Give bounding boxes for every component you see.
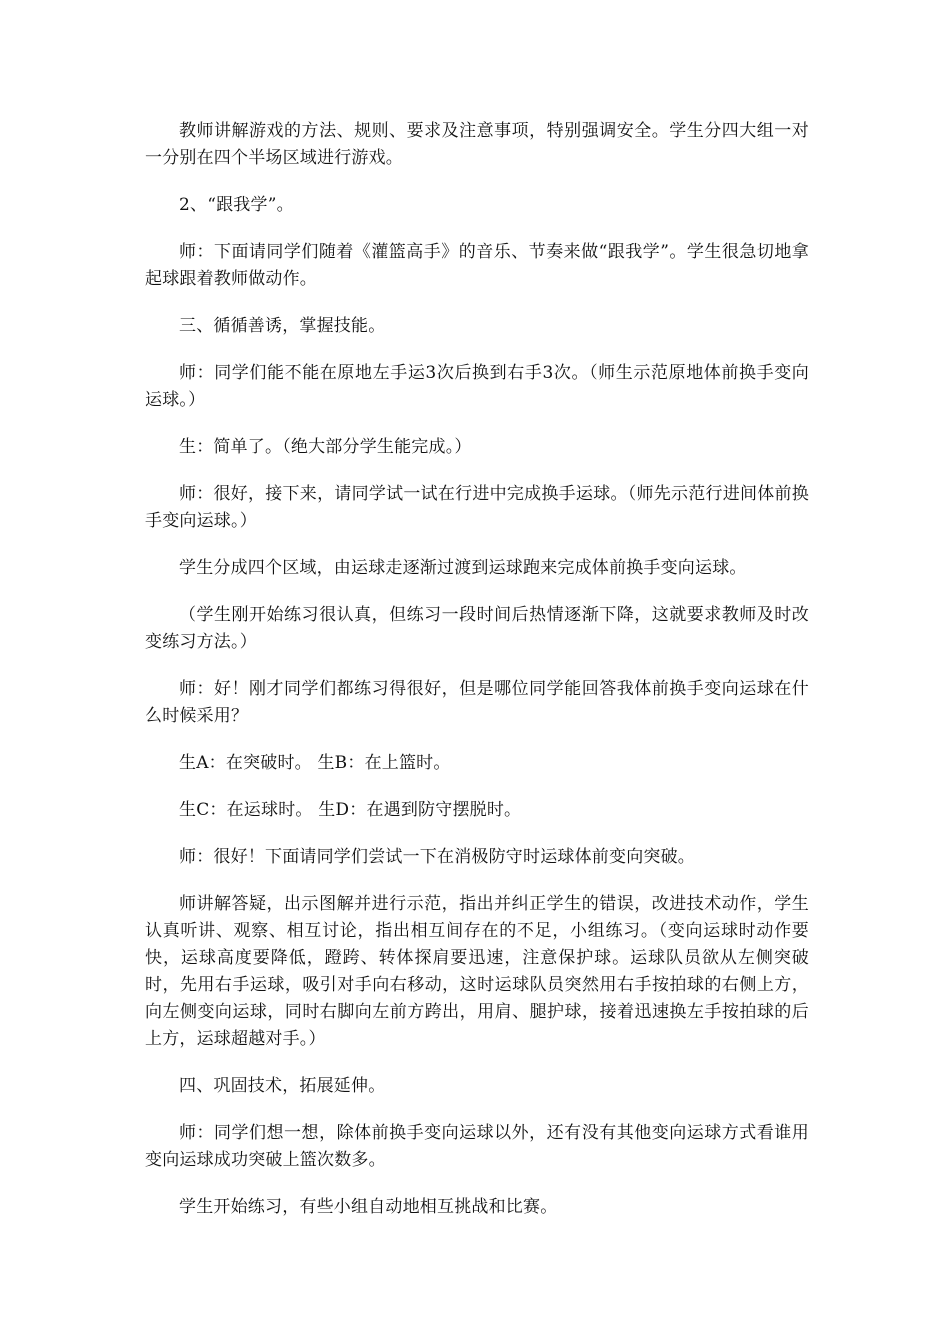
paragraph-other-methods: 师：同学们想一想，除体前换手变向运球以外，还有没有其他变向运球方式看谁用变向运球成功突破上篮次数多。 [145,1123,809,1170]
paragraph-answers-ab: 生A：在突破时。 生B：在上篮时。 [179,753,451,773]
paragraph-music-activity: 师：下面请同学们随着《灌篮高手》的音乐、节奏来做“跟我学”。学生很急切地拿起球跟着教师做动作。 [145,242,809,289]
paragraph-technique-explanation: 师讲解答疑，出示图解并进行示范，指出并纠正学生的错误，改进技术动作，学生认真听讲、观察、相互讨论，指出相互间存在的不足，小组练习。（变向运球时动作要快，运球高度要降低，蹬跨、转体探肩要迅速，注意保护球。运球队员欲从左侧突破时，先用右手运球，吸引对手向右移动，这时运球队员突然用右手按拍球的右侧上方，向左侧变向运球，同时右脚向左前方跨出，用肩、腿护球，接着迅速换左手按拍球的后上方，运球超越对手。） [145,894,809,1049]
document-page [145,118,809,1241]
paragraph-note-enthusiasm: （学生刚开始练习很认真，但练习一段时间后热情逐渐下降，这就要求教师及时改变练习方法。） [145,605,809,652]
paragraph-practice-competition: 学生开始练习，有些小组自动地相互挑战和比赛。 [179,1197,558,1217]
paragraph-stationary-dribble: 师：同学们能不能在原地左手运3次后换到右手3次。（师生示范原地体前换手变向运球。） [145,363,809,410]
paragraph-four-areas: 学生分成四个区域，由运球走逐渐过渡到运球跑来完成体前换手变向运球。 [179,558,747,578]
paragraph-teacher-question: 师：好！刚才同学们都练习得很好，但是哪位同学能回答我体前换手变向运球在什么时候采用？ [145,679,809,726]
paragraph-answers-cd: 生C：在运球时。 生D：在遇到防守摆脱时。 [179,800,522,820]
paragraph-follow-me-heading: 2、“跟我学”。 [179,195,294,215]
section-heading-3: 三、循循善诱，掌握技能。 [179,316,386,336]
paragraph-passive-defense: 师：很好！下面请同学们尝试一下在消极防守时运球体前变向突破。 [179,847,695,867]
section-heading-4: 四、巩固技术，拓展延伸。 [179,1076,386,1096]
paragraph-student-reply-1: 生：简单了。（绝大部分学生能完成。） [179,437,472,457]
paragraph-game-rules: 教师讲解游戏的方法、规则、要求及注意事项，特别强调安全。学生分四大组一对一分别在四个半场区域进行游戏。 [145,121,809,168]
paragraph-moving-dribble: 师：很好，接下来，请同学试一试在行进中完成换手运球。（师先示范行进间体前换手变向运球。） [145,484,809,531]
